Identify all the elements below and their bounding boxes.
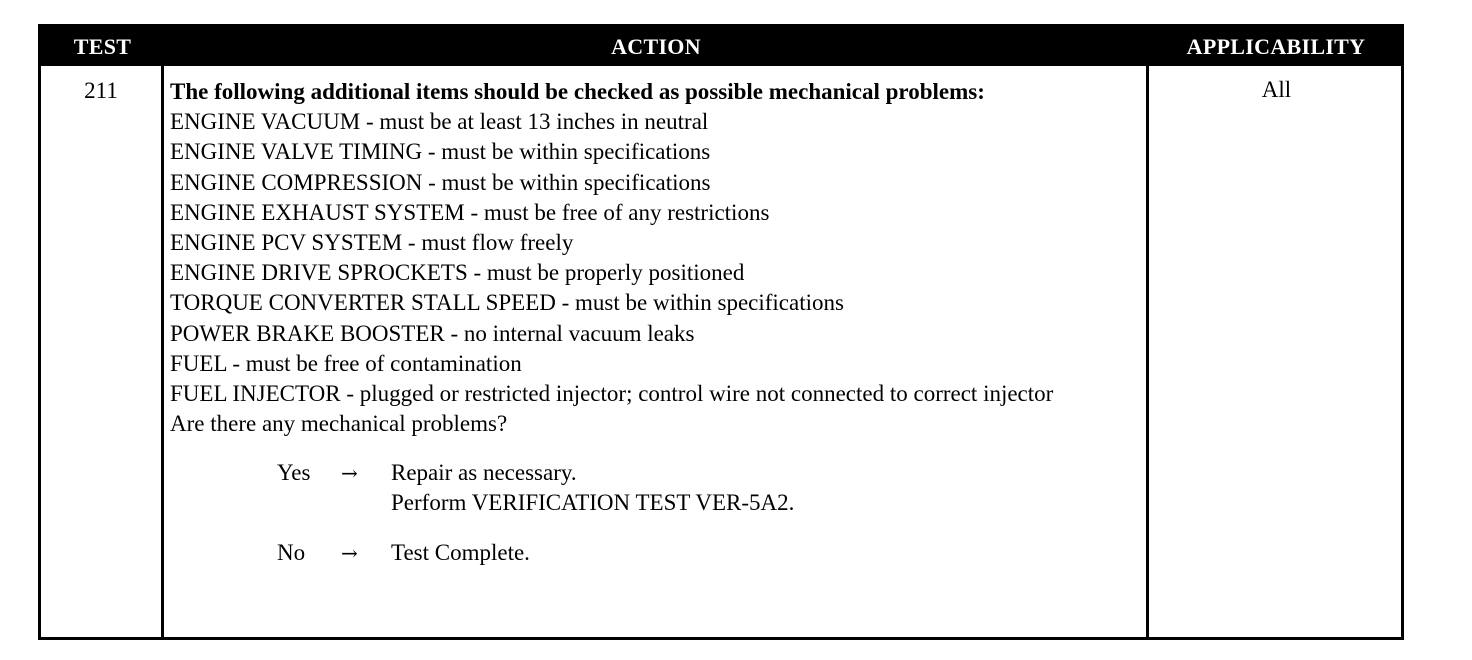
column-divider-applicability <box>1146 66 1149 637</box>
column-divider-test <box>161 66 164 637</box>
check-item: ENGINE DRIVE SPROCKETS - must be properly positioned <box>170 260 745 286</box>
check-item: ENGINE VALVE TIMING - must be within specifications <box>170 139 711 165</box>
table-header <box>41 27 1401 66</box>
answer-yes-result: Repair as necessary. <box>391 460 577 486</box>
answer-no-result: Test Complete. <box>391 540 530 566</box>
check-item: TORQUE CONVERTER STALL SPEED - must be within specifications <box>170 290 844 316</box>
outcome-yes <box>277 458 1140 488</box>
action-question: Are there any mechanical problems? <box>170 411 508 437</box>
check-item: ENGINE PCV SYSTEM - must flow freely <box>170 230 574 256</box>
test-number: 211 <box>84 78 118 103</box>
check-item: ENGINE EXHAUST SYSTEM - must be free of any restrictions <box>170 199 770 225</box>
outcome-no <box>277 538 1140 568</box>
right-arrow-icon: → <box>341 461 358 486</box>
answer-yes-result-2: Perform VERIFICATION TEST VER-5A2. <box>391 490 795 516</box>
answer-yes-label: Yes <box>277 460 311 486</box>
check-item: POWER BRAKE BOOSTER - no internal vacuum leaks <box>170 320 695 346</box>
action-cell <box>170 77 1140 568</box>
check-item: FUEL INJECTOR - plugged or restricted injector; control wire not connected to correct injector <box>170 381 1054 407</box>
check-item: FUEL - must be free of contamination <box>170 350 522 376</box>
diagnostic-test-table <box>38 24 1404 640</box>
header-test: TEST <box>73 34 132 59</box>
check-item: ENGINE VACUUM - must be at least 13 inches in neutral <box>170 109 709 135</box>
action-intro: The following additional items should be checked as possible mechanical problems: <box>170 79 985 104</box>
answer-no-label: No <box>277 540 306 566</box>
right-arrow-icon: → <box>341 541 358 566</box>
header-action: ACTION <box>611 34 701 59</box>
header-applicability: APPLICABILITY <box>1186 34 1366 59</box>
applicability-value: All <box>1261 77 1292 102</box>
check-item: ENGINE COMPRESSION - must be within specifications <box>170 169 711 195</box>
outcome-yes-continued <box>277 488 1140 518</box>
